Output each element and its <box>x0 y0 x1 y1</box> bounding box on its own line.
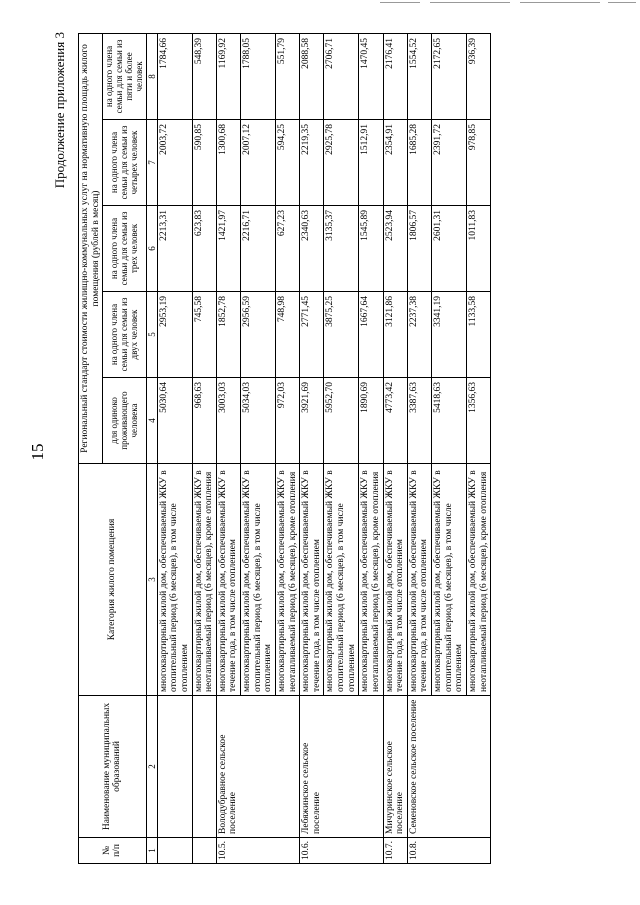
row-value: 968,63 <box>192 378 216 464</box>
page-number: 15 <box>28 443 47 461</box>
row-value: 2391,72 <box>432 120 467 206</box>
row-value: 2088,58 <box>300 33 324 119</box>
column-number: 6 <box>146 206 157 292</box>
row-municipality <box>192 696 216 838</box>
row-value: 3387,63 <box>407 378 431 464</box>
row-value: 1011,83 <box>466 206 490 292</box>
row-category: многоквартирный жилой дом, обеспечиваемый ЖКУ в отопительный период (6 месяцев), в том числе отоплением <box>324 464 359 696</box>
row-category: многоквартирный жилой дом, обеспечиваемый ЖКУ в неотапливаемый период (6 месяцев), кроме отопления <box>466 464 490 696</box>
row-no: 10.7. <box>383 838 407 864</box>
row-value: 2172,65 <box>432 33 467 119</box>
row-no <box>192 838 216 864</box>
header-col7: на одного члена семьи для семьи из четырех человек <box>103 120 146 206</box>
header-col6: на одного члена семьи для семьи из трех человек <box>103 206 146 292</box>
row-value: 1470,45 <box>359 33 383 119</box>
row-value: 1133,58 <box>466 292 490 378</box>
row-value: 551,79 <box>275 33 299 119</box>
row-value: 590,85 <box>192 120 216 206</box>
row-value: 2219,35 <box>300 120 324 206</box>
row-value: 548,39 <box>192 33 216 119</box>
row-value: 2354,91 <box>383 120 407 206</box>
row-value: 2706,71 <box>324 33 359 119</box>
row-value: 594,25 <box>275 120 299 206</box>
column-number: 5 <box>146 292 157 378</box>
row-value: 2216,71 <box>241 206 276 292</box>
row-value: 978,85 <box>466 120 490 206</box>
header-no: № п/п <box>79 838 147 864</box>
row-value: 2003,72 <box>157 120 192 206</box>
row-value: 5030,64 <box>157 378 192 464</box>
row-value: 5952,70 <box>324 378 359 464</box>
row-value: 1890,69 <box>359 378 383 464</box>
row-value: 1169,92 <box>216 33 240 119</box>
row-municipality: Володубравное сельское поселение <box>216 696 299 838</box>
column-number: 3 <box>146 464 157 696</box>
row-value: 1685,28 <box>407 120 431 206</box>
row-value: 2237,38 <box>407 292 431 378</box>
rotated-page <box>20 22 620 882</box>
row-value: 3135,37 <box>324 206 359 292</box>
row-category: многоквартирный жилой дом, обеспечиваемый ЖКУ в течение года, в том числе отоплением <box>383 464 407 696</box>
row-value: 4773,42 <box>383 378 407 464</box>
row-category: многоквартирный жилой дом, обеспечиваемый ЖКУ в неотапливаемый период (6 месяцев), кроме отопления <box>275 464 299 696</box>
row-category: многоквартирный жилой дом, обеспечиваемый ЖКУ в неотапливаемый период (6 месяцев), кроме отопления <box>192 464 216 696</box>
row-value: 3121,86 <box>383 292 407 378</box>
row-category: многоквартирный жилой дом, обеспечиваемый ЖКУ в отопительный период (6 месяцев), в том числе отоплением <box>157 464 192 696</box>
column-number: 2 <box>146 696 157 838</box>
row-value: 748,98 <box>275 292 299 378</box>
row-value: 2176,41 <box>383 33 407 119</box>
table-row <box>383 33 407 863</box>
row-value: 1300,68 <box>216 120 240 206</box>
header-col8: на одного члена семьи для семьи из пяти и более человек <box>103 33 146 119</box>
row-value: 5034,03 <box>241 378 276 464</box>
row-value: 1806,57 <box>407 206 431 292</box>
row-value: 1554,52 <box>407 33 431 119</box>
header-category: Категория жилого помещения <box>79 464 147 696</box>
column-number-row <box>146 33 157 863</box>
standards-table <box>78 33 491 864</box>
row-value: 2771,45 <box>300 292 324 378</box>
row-value: 745,58 <box>192 292 216 378</box>
column-number: 7 <box>146 120 157 206</box>
row-no: 10.5. <box>216 838 299 864</box>
row-no <box>157 838 192 864</box>
row-value: 1421,97 <box>216 206 240 292</box>
column-number: 8 <box>146 33 157 119</box>
row-value: 2925,78 <box>324 120 359 206</box>
table-row <box>407 33 431 863</box>
row-value: 3875,25 <box>324 292 359 378</box>
row-value: 936,39 <box>466 33 490 119</box>
row-municipality: Мичуринское сельское поселение <box>383 696 407 838</box>
appendix-title: Продолжение приложения 3 <box>52 32 67 189</box>
row-value: 1545,89 <box>359 206 383 292</box>
row-category: многоквартирный жилой дом, обеспечиваемый ЖКУ в отопительный период (6 месяцев), в том числе отоплением <box>241 464 276 696</box>
row-municipality <box>157 696 192 838</box>
row-value: 2213,31 <box>157 206 192 292</box>
row-value: 1788,05 <box>241 33 276 119</box>
row-value: 2340,63 <box>300 206 324 292</box>
table-row <box>300 33 324 863</box>
table-row <box>192 33 216 863</box>
header-regional-standard: Региональный стандарт стоимости жилищно-коммунальных услуг на нормативную площадь жилого помещения (рублей в месяц) <box>79 33 103 463</box>
row-value: 1512,91 <box>359 120 383 206</box>
header-col4: для одиноко проживающего человека <box>103 378 146 464</box>
row-value: 5418,63 <box>432 378 467 464</box>
row-value: 2601,31 <box>432 206 467 292</box>
row-municipality: Лебяжинское сельское поселение <box>300 696 383 838</box>
row-value: 623,83 <box>192 206 216 292</box>
row-value: 2956,59 <box>241 292 276 378</box>
row-value: 2953,19 <box>157 292 192 378</box>
row-value: 2007,12 <box>241 120 276 206</box>
row-no: 10.6. <box>300 838 383 864</box>
row-category: многоквартирный жилой дом, обеспечиваемый ЖКУ в течение года, в том числе отоплением <box>216 464 240 696</box>
row-value: 1784,66 <box>157 33 192 119</box>
column-number: 4 <box>146 378 157 464</box>
row-value: 3921,69 <box>300 378 324 464</box>
row-value: 1667,64 <box>359 292 383 378</box>
row-value: 1356,63 <box>466 378 490 464</box>
row-value: 1852,78 <box>216 292 240 378</box>
column-number: 1 <box>146 838 157 864</box>
scan-marks <box>0 0 640 6</box>
table-row <box>216 33 240 863</box>
row-value: 3341,19 <box>432 292 467 378</box>
row-category: многоквартирный жилой дом, обеспечиваемый ЖКУ в отопительный период (6 месяцев), в том числе отоплением <box>432 464 467 696</box>
row-value: 627,23 <box>275 206 299 292</box>
row-municipality: Семеновское сельское поселение <box>407 696 490 838</box>
row-value: 972,03 <box>275 378 299 464</box>
row-category: многоквартирный жилой дом, обеспечиваемый ЖКУ в неотапливаемый период (6 месяцев), кроме отопления <box>359 464 383 696</box>
row-category: многоквартирный жилой дом, обеспечиваемый ЖКУ в течение года, в том числе отоплением <box>300 464 324 696</box>
header-col5: на одного члена семьи для семьи из двух человек <box>103 292 146 378</box>
row-no: 10.8. <box>407 838 490 864</box>
header-municipality: Наименование муниципальных образований <box>79 696 147 838</box>
row-category: многоквартирный жилой дом, обеспечиваемый ЖКУ в течение года, в том числе отоплением <box>407 464 431 696</box>
table-row <box>157 33 192 863</box>
row-value: 2523,94 <box>383 206 407 292</box>
row-value: 3003,03 <box>216 378 240 464</box>
